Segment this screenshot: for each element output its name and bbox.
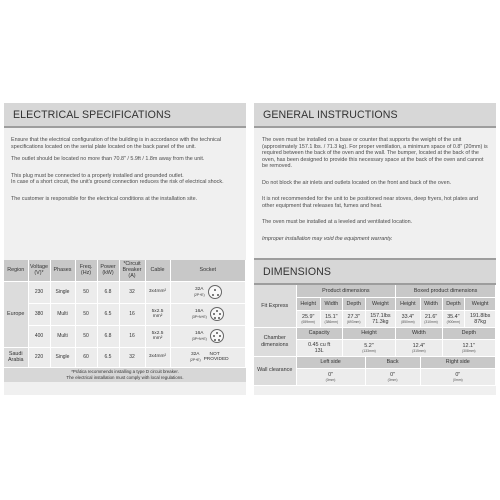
chamber-depth: 12.1" (308mm)	[442, 339, 495, 356]
electrical-specifications-title: ELECTRICAL SPECIFICATIONS	[13, 108, 171, 121]
general-paragraph: It is not recommended for the unit to be positioned near stoves, deep fryers, hot plates and other equipment that releases fat, fumes and heat.	[262, 196, 479, 209]
dimensions-title: DIMENSIONS	[263, 265, 332, 278]
electrical-text	[4, 128, 246, 260]
clearance-label: Wall clearance	[254, 356, 296, 385]
col-depth: Depth	[442, 297, 465, 310]
general-instructions-title: GENERAL INSTRUCTIONS	[263, 108, 398, 121]
model-label: Fit Express	[254, 285, 296, 327]
cable-cell: 5x2.5 mm²	[145, 325, 170, 347]
product-weight: 157.1lbs 71.3kg	[365, 310, 396, 327]
electrical-paragraph: Ensure that the electrical configuration of the building is in accordance with the technical specifications located on the serial plate located on the back panel of the unit.	[11, 137, 222, 150]
voltage-cell: 380	[28, 303, 50, 325]
electrical-specifications-header	[4, 103, 246, 128]
phases-cell: Multi	[50, 325, 75, 347]
dimensions-table	[254, 285, 496, 386]
electrical-footnote	[4, 368, 246, 382]
table-row	[4, 325, 246, 347]
chamber-label: Chamber dimensions	[254, 327, 296, 356]
socket-cell	[170, 325, 246, 347]
socket-pole: (2P+E)	[193, 292, 205, 297]
general-instructions-panel	[254, 103, 496, 395]
power-cell: 6.8	[97, 281, 119, 303]
header-region: Region	[4, 260, 28, 281]
socket-pole: (2P+E)	[189, 357, 201, 362]
cable-cell: 5x2.5 mm²	[145, 303, 170, 325]
region-cell: Europe	[4, 281, 28, 347]
header-phases: Phases	[50, 260, 75, 281]
breaker-cell: 32	[119, 281, 145, 303]
freq-cell: 50	[75, 325, 97, 347]
col-weight: Weight	[465, 297, 496, 310]
header-power: Power (kW)	[97, 260, 119, 281]
boxed-depth: 35.4" (900mm)	[442, 310, 465, 327]
product-width: 15.1" (386mm)	[320, 310, 342, 327]
breaker-cell: 32	[119, 347, 145, 367]
phases-cell: Single	[50, 347, 75, 367]
region-cell: Saudi Arabia	[4, 347, 28, 367]
power-cell: 6.5	[97, 303, 119, 325]
electrical-paragraph: The outlet should be located no more than 70.8" / 5.9ft / 1.8m away from the unit.	[11, 156, 205, 162]
header-breaker: *Circuit Breaker (A)	[119, 260, 145, 281]
phases-cell: Single	[50, 281, 75, 303]
socket-amp: 32A	[190, 352, 200, 358]
breaker-cell: 16	[119, 325, 145, 347]
general-paragraph: The oven must be installed at a leveled and ventilated location.	[262, 219, 413, 225]
power-cell: 6.8	[97, 325, 119, 347]
product-height: 25.9" (659mm)	[296, 310, 320, 327]
col-width: Width	[420, 297, 442, 310]
freq-cell: 50	[75, 303, 97, 325]
freq-cell: 50	[75, 281, 97, 303]
boxed-height: 33.4" (850mm)	[396, 310, 420, 327]
socket-2p-e-icon	[208, 285, 222, 299]
col-right-side: Right side	[420, 356, 495, 368]
col-left-side: Left side	[296, 356, 365, 368]
socket-cell	[170, 347, 246, 367]
col-height: Height	[296, 297, 320, 310]
socket-3p-n-e-icon	[210, 329, 224, 343]
col-depth: Depth	[442, 327, 495, 339]
general-instructions-header	[254, 103, 496, 128]
col-width: Width	[320, 297, 342, 310]
header-socket: Socket	[170, 260, 246, 281]
col-weight: Weight	[365, 297, 396, 310]
phases-cell: Multi	[50, 303, 75, 325]
header-freq: Freq. (Hz)	[75, 260, 97, 281]
col-height: Height	[396, 297, 420, 310]
boxed-dims-header: Boxed product dimensions	[396, 285, 496, 297]
general-paragraph: Do not block the air inlets and outlets located on the front and back of the oven.	[262, 179, 452, 186]
header-voltage: Voltage (V)*	[28, 260, 50, 281]
voltage-cell: 230	[28, 281, 50, 303]
breaker-cell: 16	[119, 303, 145, 325]
electrical-paragraph: The customer is responsible for the electrical conditions at the installation site.	[11, 195, 198, 202]
cable-cell: 3x4mm²	[145, 281, 170, 303]
chamber-capacity: 0.45 cu ft 13L	[296, 339, 342, 356]
socket-pole: (3P+N+E)	[191, 336, 207, 341]
socket-not-provided: NOT PROVIDED	[203, 351, 229, 362]
freq-cell: 60	[75, 347, 97, 367]
electrical-table	[4, 260, 246, 368]
header-cable: Cable	[145, 260, 170, 281]
voltage-cell: 400	[28, 325, 50, 347]
col-depth: Depth	[342, 297, 365, 310]
power-cell: 6.5	[97, 347, 119, 367]
footnote-regulations: The electrical installation must comply with local regulations.	[66, 374, 184, 380]
col-width: Width	[396, 327, 442, 339]
general-paragraph: Improper installation may void the equipment warranty.	[262, 235, 393, 242]
product-dims-header: Product dimensions	[296, 285, 396, 297]
chamber-width: 12.4" (315mm)	[396, 339, 442, 356]
socket-amp: 32A	[194, 287, 204, 293]
dimensions-header	[254, 258, 496, 285]
product-depth: 27.3" (693mm)	[342, 310, 365, 327]
socket-cell	[170, 281, 246, 303]
cable-cell: 3x4mm²	[145, 347, 170, 367]
table-row	[4, 347, 246, 367]
clearance-left: 0" (0mm)	[296, 368, 365, 385]
chamber-height: 5.2" (133mm)	[342, 339, 395, 356]
electrical-paragraph: This plug must be connected to a properly installed and grounded outlet.	[11, 172, 184, 179]
electrical-paragraph: In case of a short circuit, the unit's ground connection reduces the risk of electrical shock.	[11, 179, 224, 185]
boxed-weight: 191.8lbs 87kg	[465, 310, 496, 327]
socket-amp: 16A	[194, 309, 204, 315]
footnote-breaker: *Prática recommends installing a type D circuit breaker.	[71, 368, 179, 374]
general-text	[254, 128, 496, 258]
socket-3p-n-e-icon	[210, 307, 224, 321]
socket-cell	[170, 303, 246, 325]
socket-pole: (3P+N+E)	[191, 314, 207, 319]
boxed-width: 21.6" (310mm)	[420, 310, 442, 327]
voltage-cell: 220	[28, 347, 50, 367]
clearance-right: 0" (0mm)	[420, 368, 495, 385]
table-row	[4, 303, 246, 325]
general-paragraph: The oven must be installed on a base or counter that supports the weight of the unit (approximately 157.1 lbs. / 71.3 kg). For proper ventilation, a minimum space of 0.8" (20mm) is required between the back of the oven and the wall. The bumper, located at the back of the oven, has been designed to provide this necessary space at the back of the oven and cannot be removed.	[262, 137, 488, 169]
electrical-specifications-panel	[4, 103, 246, 395]
col-capacity: Capacity	[296, 327, 342, 339]
col-height: Height	[342, 327, 395, 339]
clearance-back: 0" (0mm)	[365, 368, 420, 385]
col-back: Back	[365, 356, 420, 368]
socket-amp: 16A	[194, 331, 204, 337]
table-row	[4, 281, 246, 303]
